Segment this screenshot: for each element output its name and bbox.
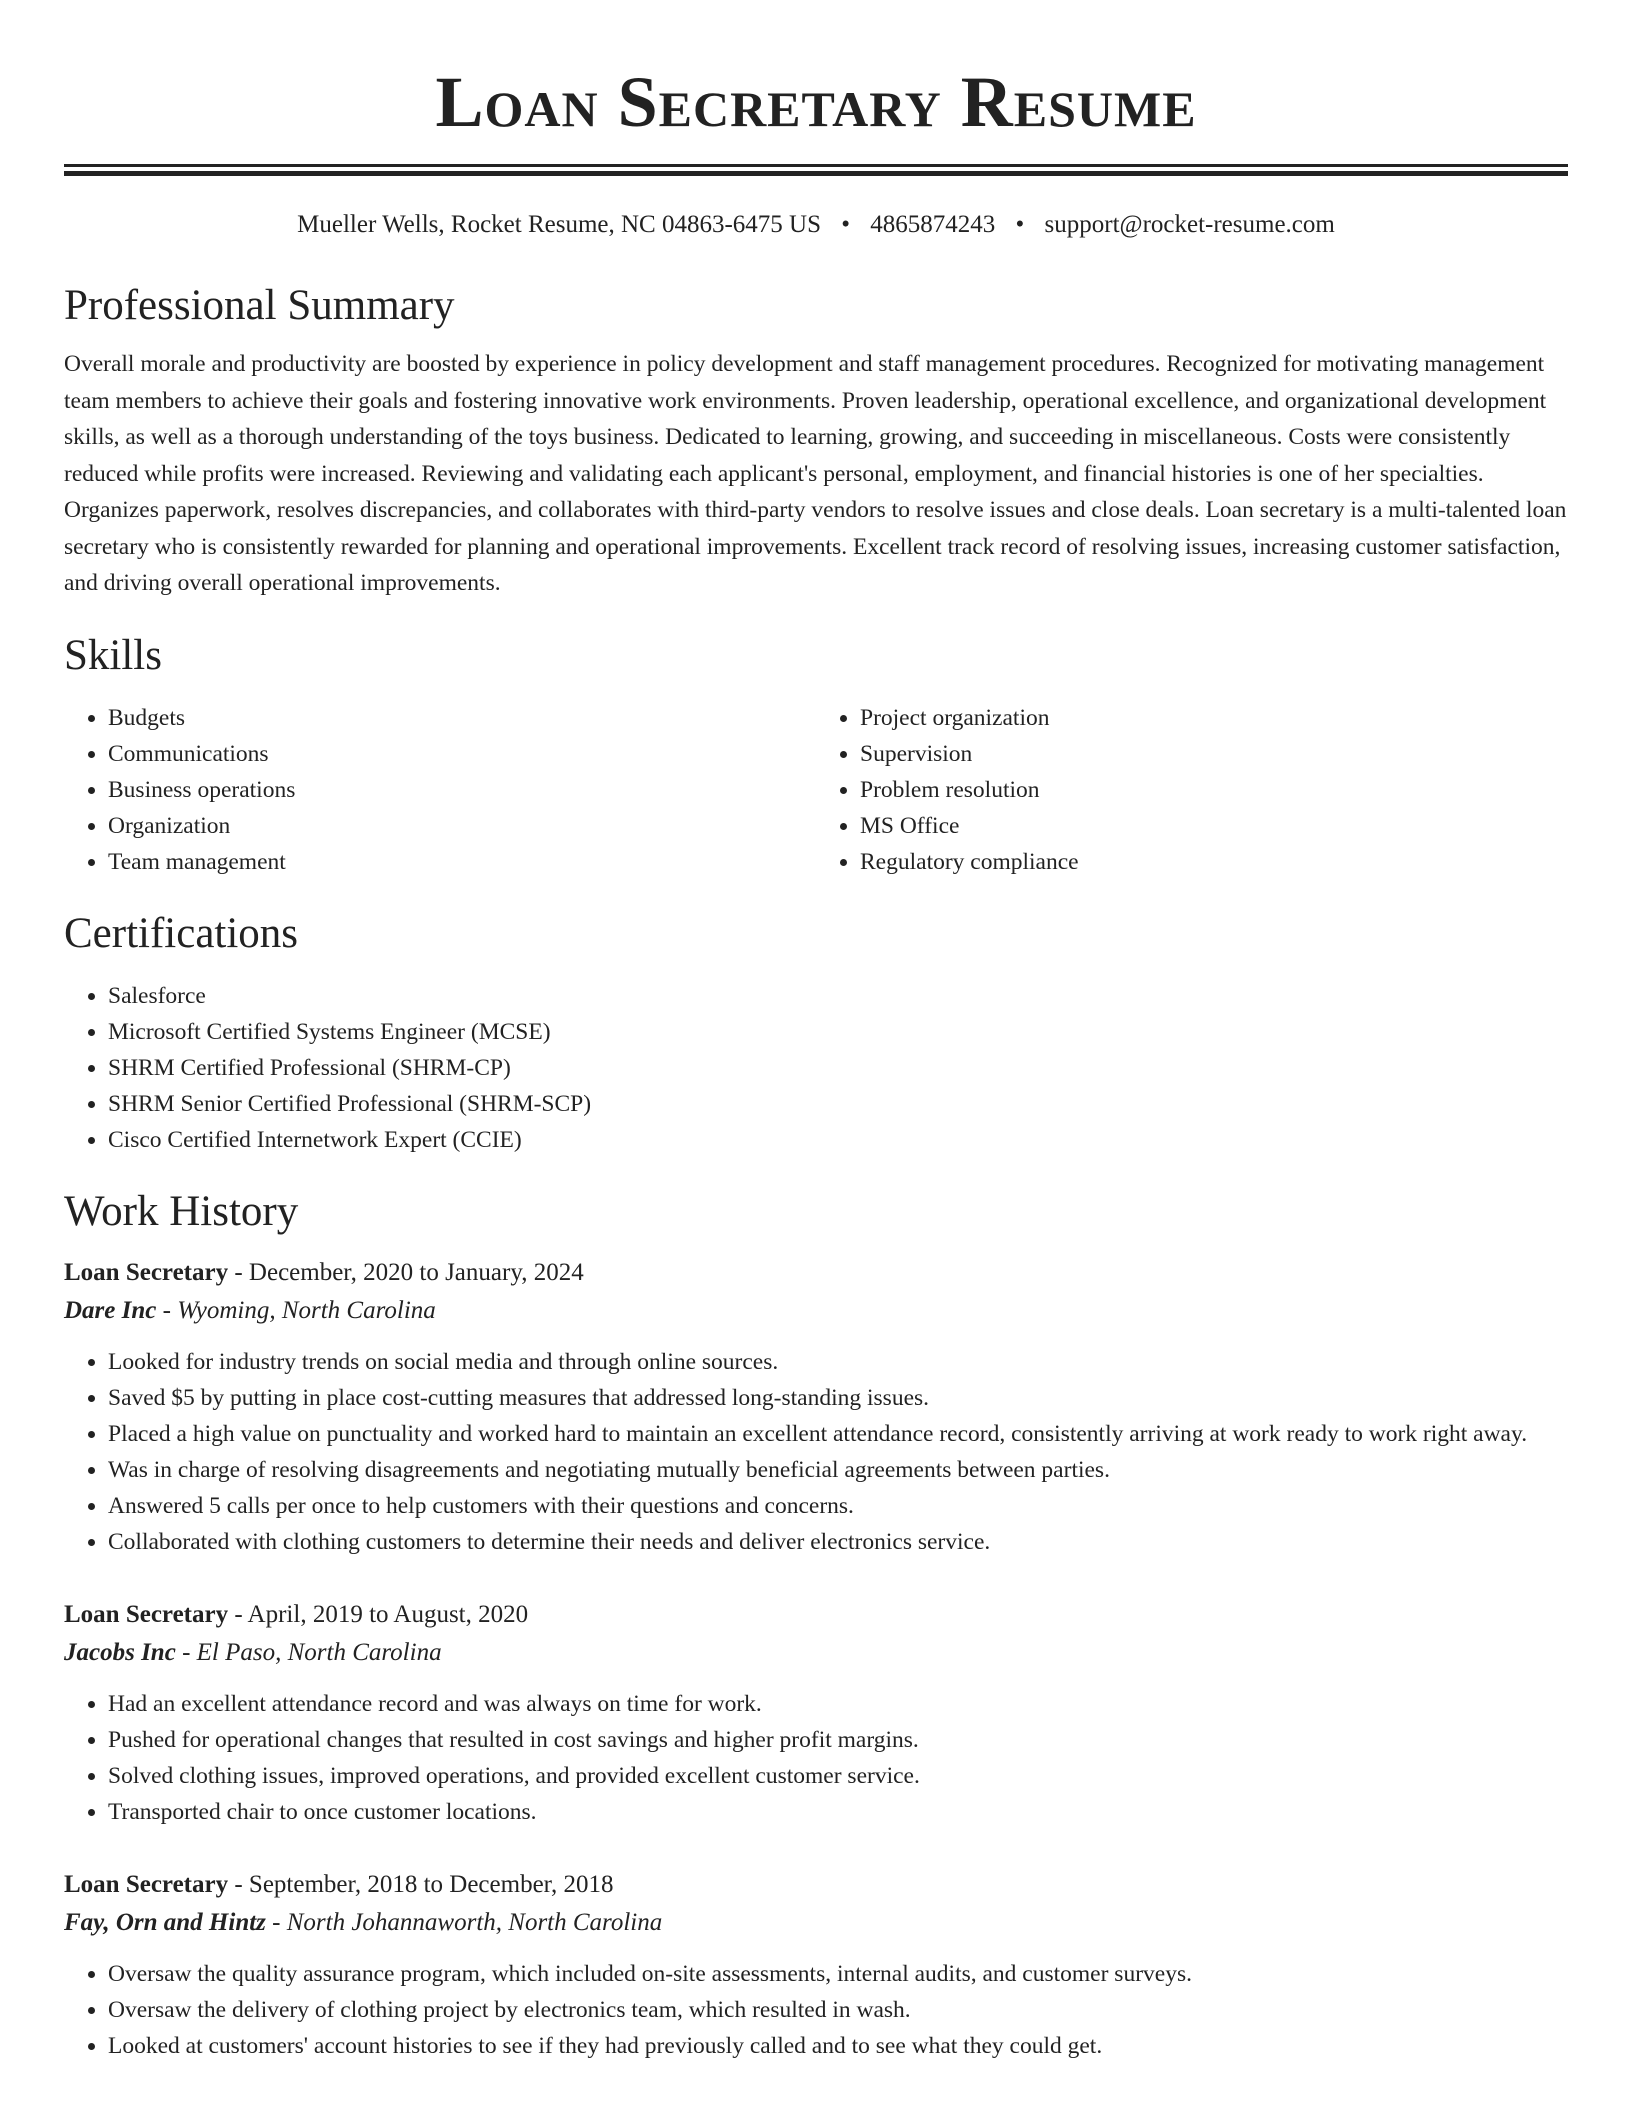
duty-item: • Collaborated with clothing customers to determine their needs and deliver electronics service. [108,1524,1568,1560]
skill-item: • MS Office [860,808,1568,844]
job-duties [64,1956,1568,2064]
duty-item: • Looked at customers' account histories to see if they had previously called and to see what they could get. [108,2028,1568,2064]
skills-column-right [816,700,1568,880]
job-location: El Paso, North Carolina [196,1638,442,1666]
contact-line [64,210,1568,240]
job-company-line: Jacobs Inc - El Paso, North Carolina [64,1638,442,1666]
job-company-line: Dare Inc - Wyoming, North Carolina [64,1296,436,1324]
summary-text: Overall morale and productivity are boosted by experience in policy development and staff management procedures. Recognized for motivating management team members to achieve their goals and fostering innovative work environments. Proven leadership, operational excellence, and organizational development skills, as well as a thorough understanding of the toys business. Dedicated to learning, growing, and succeeding in miscellaneous. Costs were consistently reduced while profits were increased. Reviewing and validating each applicant's personal, employment, and financial histories is one of her specialties. Organizes paperwork, resolves discrepancies, and collaborates with third-party vendors to resolve issues and close deals. Loan secretary is a multi-talented loan secretary who is consistently rewarded for planning and operational improvements. Excellent track record of resolving issues, increasing customer satisfaction, and driving overall operational improvements. [64,351,1567,596]
duty-item: • Pushed for operational changes that resulted in cost savings and higher profit margins. [108,1722,1568,1758]
certification-item: • Cisco Certified Internetwork Expert (CCIE) [108,1122,1568,1158]
job-dates: April, 2019 to August, 2020 [247,1600,529,1628]
resume-title: Loan Secretary Resume [435,62,1197,142]
job-duties [64,1344,1568,1560]
certification-item: • Salesforce [108,978,1568,1014]
skill-item: • Budgets [108,700,816,736]
skill-item: • Team management [108,844,816,880]
skill-item: • Project organization [860,700,1568,736]
summary-heading: Professional Summary [64,282,455,329]
job-location: North Johannaworth, North Carolina [286,1908,663,1936]
contact-email: support@rocket-resume.com [1044,211,1335,238]
certification-item: • Microsoft Certified Systems Engineer (MCSE) [108,1014,1568,1050]
certification-item: • SHRM Certified Professional (SHRM-CP) [108,1050,1568,1086]
duty-item: • Oversaw the quality assurance program, which included on-site assessments, internal audits, and customer surveys. [108,1956,1568,1992]
job-entry [64,1254,1568,1560]
skill-item: • Communications [108,736,816,772]
duty-item: • Answered 5 calls per once to help customers with their questions and concerns. [108,1488,1568,1524]
duty-item: • Looked for industry trends on social media and through online sources. [108,1344,1568,1380]
contact-address: Mueller Wells, Rocket Resume, NC 04863-6475 US [297,211,822,238]
job-company-line: Fay, Orn and Hintz - North Johannaworth, North Carolina [64,1908,663,1936]
duty-item: • Solved clothing issues, improved operations, and provided excellent customer service. [108,1758,1568,1794]
job-dates: September, 2018 to December, 2018 [248,1870,614,1898]
skills-column-left [64,700,816,880]
duty-item: • Saved $5 by putting in place cost-cutting measures that addressed long-standing issues. [108,1380,1568,1416]
contact-separator: • [841,211,851,238]
job-company: Dare Inc [64,1296,157,1324]
skills-heading: Skills [64,631,162,679]
job-title-line: Loan Secretary - April, 2019 to August, 2020 [64,1600,529,1628]
certification-item: • SHRM Senior Certified Professional (SHRM-SCP) [108,1086,1568,1122]
contact-separator: • [1015,211,1025,238]
job-title-line: Loan Secretary - September, 2018 to December, 2018 [64,1870,614,1898]
job-dates: December, 2020 to January, 2024 [248,1258,584,1286]
job-location: Wyoming, North Carolina [177,1296,436,1324]
skills-list [64,700,1568,880]
job-duties [64,1686,1568,1830]
contact-phone: 4865874243 [870,211,996,238]
job-company: Jacobs Inc [64,1638,176,1666]
duty-item: • Placed a high value on punctuality and worked hard to maintain an excellent attendance record, consistently arriving at work ready to work right away. [108,1416,1568,1452]
duty-item: • Had an excellent attendance record and was always on time for work. [108,1686,1568,1722]
job-role: Loan Secretary [64,1258,229,1286]
work-history-heading: Work History [64,1187,299,1235]
duty-item: • Was in charge of resolving disagreements and negotiating mutually beneficial agreements between parties. [108,1452,1568,1488]
duty-item: • Transported chair to once customer locations. [108,1794,1568,1830]
job-role: Loan Secretary [64,1600,229,1628]
certifications-list [64,978,1568,1158]
certifications-heading: Certifications [64,909,299,957]
title-divider [64,164,1568,176]
skill-item: • Organization [108,808,816,844]
duty-item: • Oversaw the delivery of clothing project by electronics team, which resulted in wash. [108,1992,1568,2028]
skill-item: • Problem resolution [860,772,1568,808]
job-entry [64,1866,1568,2064]
job-role: Loan Secretary [64,1870,229,1898]
skill-item: • Business operations [108,772,816,808]
skill-item: • Supervision [860,736,1568,772]
skill-item: • Regulatory compliance [860,844,1568,880]
job-company: Fay, Orn and Hintz [64,1908,266,1936]
job-entry [64,1596,1568,1830]
job-title-line: Loan Secretary - December, 2020 to January, 2024 [64,1258,584,1286]
